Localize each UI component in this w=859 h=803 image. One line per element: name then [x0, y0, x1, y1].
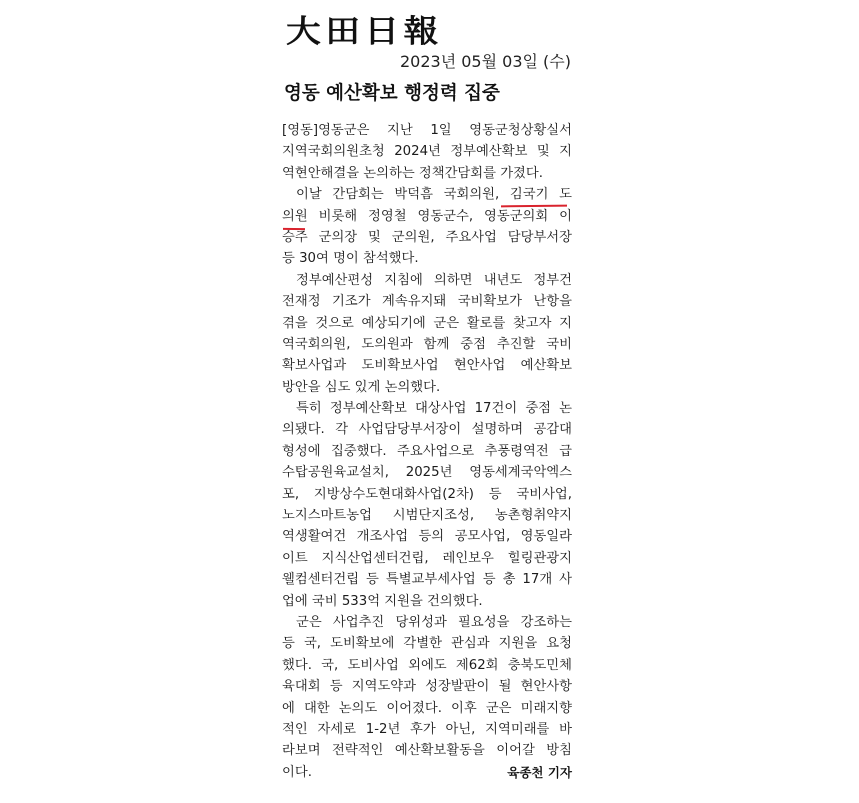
- article-body: [282, 120, 572, 783]
- article-line: 지역국회의원초청 2024년 정부예산확보 및 지: [282, 144, 572, 160]
- article-line: 했다. 국, 도비사업 외에도 제62회 충북도민체: [282, 657, 572, 673]
- article-line: 육대회 등 지역도약과 성장발판이 될 현안사항: [282, 679, 572, 695]
- publication-date: 2023년 05월 03일 (수): [399, 52, 571, 71]
- article-line: 역생활여건 개조사업 등의 공모사업, 영동일라: [282, 529, 572, 545]
- article-line: 수탑공원육교설치, 2025년 영동세계국악엑스: [282, 465, 572, 481]
- article-line: 노지스마트농업 시범단지조성, 농촌형취약지: [282, 508, 572, 524]
- article-line: 이트 지식산업센터건립, 레인보우 힐링관광지: [282, 550, 572, 566]
- article-line: 에 대한 논의도 이어졌다. 이후 군은 미래지향: [282, 700, 572, 716]
- article-line: 군은 사업추진 당위성과 필요성을 강조하는: [296, 614, 572, 630]
- article-line: 전재정 기조가 계속유지돼 국비확보가 난항을: [282, 294, 572, 310]
- article-line: 형성에 집중했다. 주요사업으로 추풍령역전 급: [282, 443, 572, 459]
- article-line: 의원 비롯해 정영철 영동군수, 영동군의회 이: [282, 208, 572, 224]
- article-line: 웰컴센터건립 등 특별교부세사업 등 총 17개 사: [282, 572, 572, 588]
- article-line: 확보사업과 도비확보사업 현안사업 예산확보: [282, 358, 572, 374]
- article-line: 방안을 심도 있게 논의했다.: [282, 379, 441, 395]
- article-line: 특히 정부예산확보 대상사업 17건이 중점 논: [296, 401, 572, 417]
- highlight-underline: [283, 228, 305, 230]
- newspaper-masthead: 大田日報: [286, 14, 443, 50]
- article-line: 겪을 것으로 예상되기에 군은 활로를 찾고자 지: [282, 315, 572, 331]
- article-line: 이날 간담회는 박덕흠 국회의원, 김국기 도: [296, 187, 572, 203]
- news-clipping: [272, 0, 577, 803]
- final-line-row: [282, 762, 572, 783]
- article-line: 등 30여 명이 참석했다.: [282, 251, 419, 267]
- article-line: 역국회의원, 도의원과 함께 중점 추진할 국비: [282, 336, 572, 352]
- article-line: 이다.: [282, 764, 312, 780]
- article-line: 등 국, 도비확보에 각별한 관심과 지원을 요청: [282, 636, 572, 652]
- article-line: 적인 자세로 1-2년 후가 아닌, 지역미래를 바: [282, 721, 572, 737]
- article-line: 의됐다. 각 사업담당부서장이 설명하며 공감대: [282, 422, 572, 438]
- article-line: 승주 군의장 및 군의원, 주요사업 담당부서장: [282, 229, 572, 245]
- article-line: 정부예산편성 지침에 의하면 내년도 정부건: [296, 272, 572, 288]
- article-line: 포, 지방상수도현대화사업(2차) 등 국비사업,: [282, 486, 572, 502]
- reporter-byline: 육종천 기자: [507, 764, 572, 780]
- article-line: [영동]영동군은 지난 1일 영동군청상황실서: [282, 123, 572, 138]
- article-line: 라보며 전략적인 예산확보활동을 이어갈 방침: [282, 743, 572, 759]
- article-line: 역현안해결을 논의하는 정책간담회를 가졌다.: [282, 165, 543, 181]
- article-line: 업에 국비 533억 지원을 건의했다.: [282, 593, 483, 609]
- article-headline: 영동 예산확보 행정력 집중: [284, 83, 500, 104]
